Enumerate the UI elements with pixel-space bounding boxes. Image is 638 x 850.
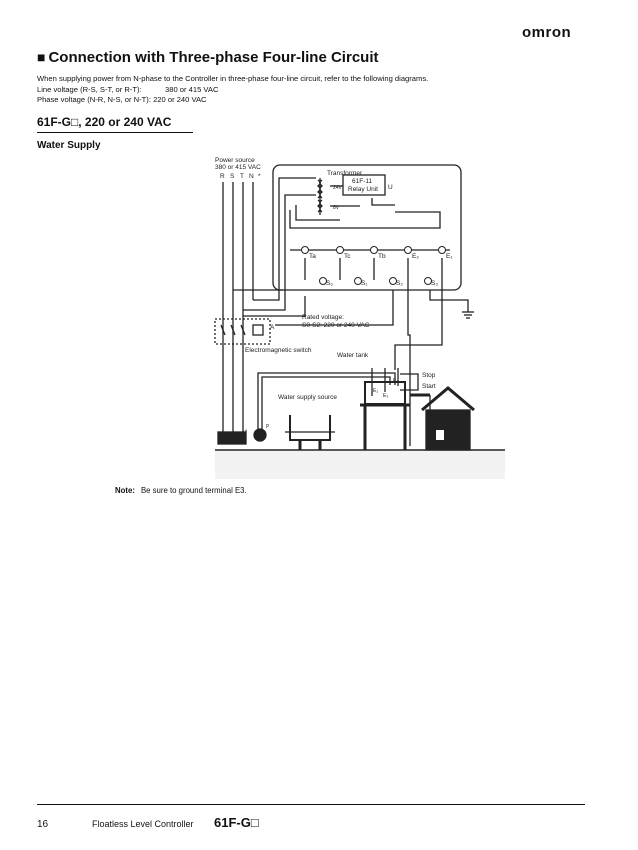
terminal-e1: E₁: [446, 253, 453, 260]
stop-label: Stop: [422, 372, 436, 379]
note-label: Note:: [115, 486, 135, 495]
note-text: Be sure to ground terminal E3.: [140, 486, 247, 495]
line-voltage-value: 380 or 415 VAC: [165, 84, 219, 94]
section-bullet: ■: [37, 49, 46, 65]
relay-model: 61F-11: [352, 178, 373, 185]
switch-label: Electromagnetic switch: [245, 347, 312, 354]
supply-basin: [290, 415, 330, 440]
rated-voltage-label: Rated voltage:: [302, 314, 344, 321]
start-label: Start: [422, 383, 436, 390]
brand-logo: omron: [522, 24, 572, 41]
house: [426, 410, 470, 450]
terminal-s2: S₂: [396, 280, 403, 287]
model-subheading: 61F-G□, 220 or 240 VAC: [37, 115, 172, 129]
phase-t: T: [240, 173, 244, 180]
water-tank-label: Water tank: [337, 352, 369, 359]
tap-8v: 8V: [333, 205, 340, 211]
terminal-tc: Tc: [344, 253, 351, 260]
line-voltage-label: Line voltage (R-S, S-T, or R-T):: [37, 84, 142, 94]
terminal-s0: S₀: [326, 280, 334, 287]
footer-model: 61F-G□: [214, 815, 259, 830]
electrode-e3: E₃: [383, 393, 389, 399]
tap-24v: 24V: [333, 185, 342, 191]
electrode-e1: E₁: [393, 378, 399, 384]
terminal-ta: Ta: [309, 253, 316, 260]
terminal-s3: S₃: [431, 280, 438, 287]
phase-voltage-value: 220 or 240 VAC: [153, 95, 207, 104]
transformer-label: Transformer: [327, 170, 363, 177]
phase-asterisk: *: [258, 173, 261, 180]
water-supply-heading: Water Supply: [37, 140, 101, 151]
note: [115, 486, 247, 495]
phase-voltage-label: Phase voltage (N-R, N-S, or N-T):: [37, 95, 151, 104]
water-supply-source-label: Water supply source: [278, 394, 338, 401]
phase-r: R: [220, 173, 225, 180]
intro-line: When supplying power from N-phase to the Controller in three-phase four-line circuit, refer to the following diagrams.: [37, 74, 429, 83]
footer-rule: [37, 804, 585, 805]
pump: [254, 429, 266, 441]
power-source-voltage: 380 or 415 VAC: [215, 164, 261, 171]
relay-unit-label: Relay Unit: [348, 186, 378, 193]
footer-label: Floatless Level Controller: [92, 819, 194, 829]
relay-u-label: U: [388, 184, 393, 191]
phase-n: N: [249, 173, 254, 180]
phase-s: S: [230, 173, 235, 180]
section-title-text: Connection with Three-phase Four-line Circuit: [48, 49, 379, 66]
page-number: 16: [37, 819, 49, 830]
power-source-label: Power source: [215, 157, 255, 164]
switch-a-label: A: [270, 324, 275, 331]
rated-voltage-value: S0-S2: 220 or 240 VAC: [302, 322, 370, 329]
pump-label: P: [266, 424, 270, 430]
motor-label: M: [242, 430, 247, 436]
terminal-s1: S₁: [361, 280, 368, 287]
electrode-e2: E₂: [373, 388, 379, 394]
terminal-tb: Tb: [378, 253, 386, 260]
terminal-e2: E₂: [412, 253, 419, 260]
